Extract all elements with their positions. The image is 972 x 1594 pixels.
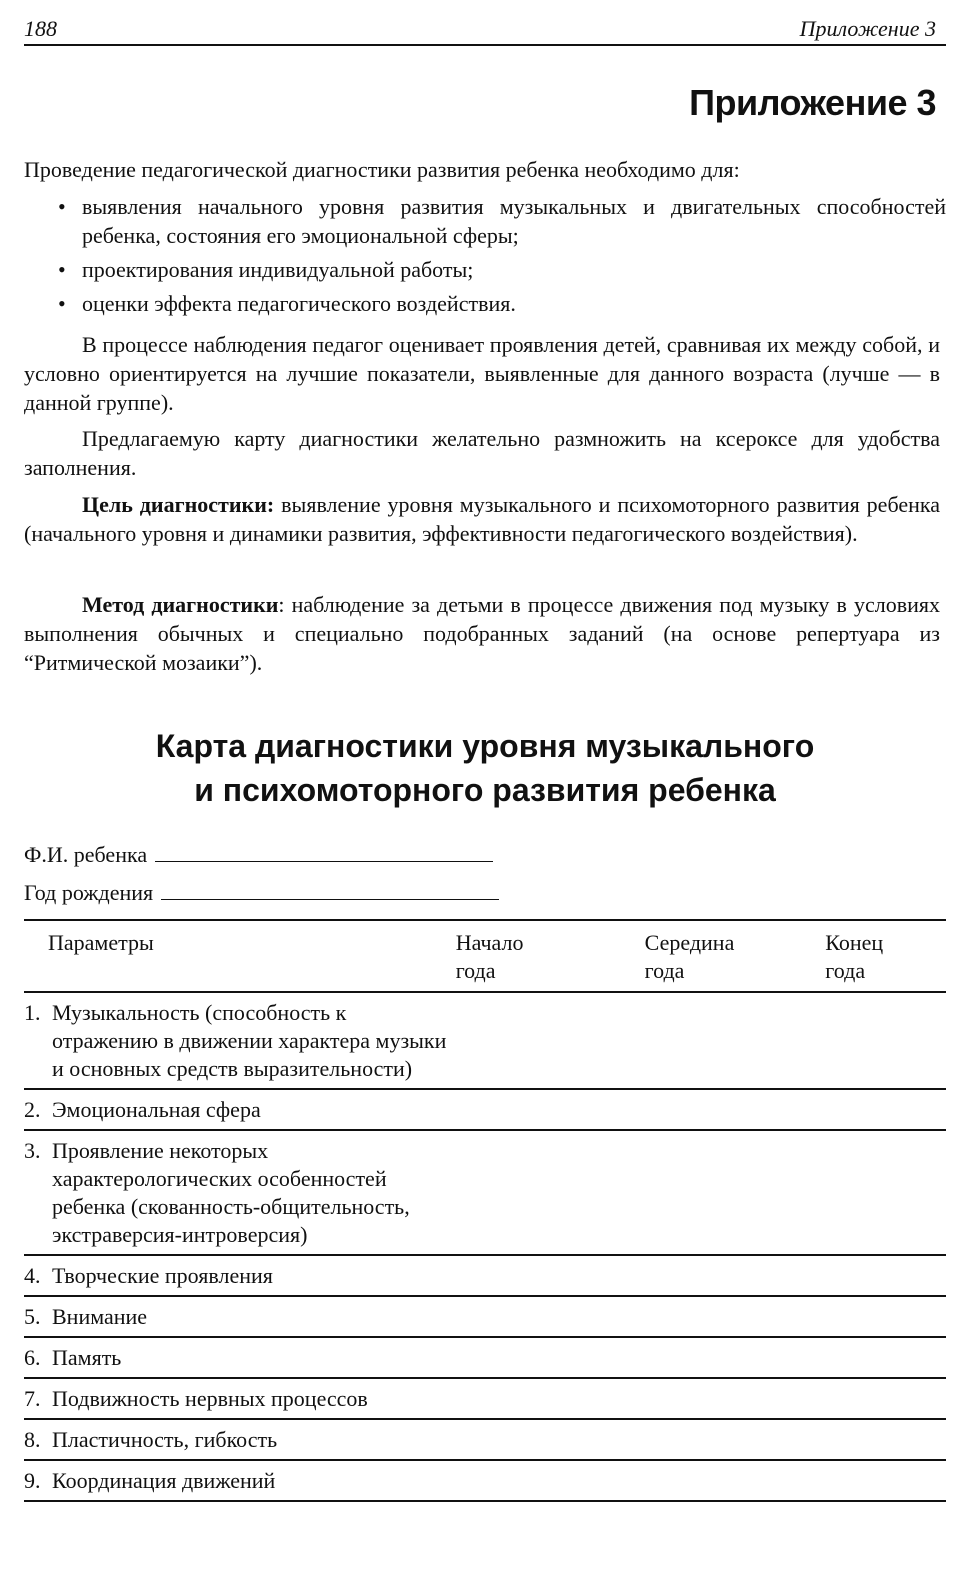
param-cell: [24, 1337, 450, 1378]
table-row: [24, 1419, 946, 1460]
table-row: [24, 1130, 946, 1255]
child-name-blank[interactable]: [155, 843, 493, 862]
header-middle-line2: года: [644, 958, 685, 983]
row-number: 6.: [24, 1345, 41, 1370]
param-cell: [24, 1296, 450, 1337]
param-cell: [24, 1460, 450, 1501]
card-title-line-1: Карта диагностики уровня музыкального: [155, 728, 815, 764]
param-cell: [24, 1378, 450, 1419]
row-number: 2.: [24, 1097, 41, 1122]
goal-paragraph: [24, 490, 940, 548]
start-cell[interactable]: [450, 1419, 639, 1460]
goal-text: выявление уровня музыкального и психомоторного развития ребенка (начального уровня и динамики развития, эффективности педагогического воздействия).: [24, 492, 941, 546]
card-title: [24, 724, 946, 812]
method-label: Метод диагностики: [82, 592, 279, 617]
start-cell[interactable]: [450, 1255, 639, 1296]
row-number: 7.: [24, 1386, 41, 1411]
purpose-item: • проектирования индивидуальной работы;: [58, 255, 946, 284]
purpose-item: • выявления начального уровня развития музыкальных и двигательных способностей ребенка, состояния его эмоциональной сферы;: [58, 192, 946, 250]
appendix-title: Приложение 3: [689, 82, 936, 123]
row-number: 8.: [24, 1427, 41, 1452]
end-cell[interactable]: [819, 1089, 946, 1130]
birth-year-label: Год рождения: [24, 880, 154, 905]
end-cell[interactable]: [819, 1378, 946, 1419]
table-row: [24, 992, 946, 1089]
diagnostics-table: [24, 919, 946, 1502]
running-title: Приложение 3: [799, 16, 936, 41]
table-row: [24, 1089, 946, 1130]
row-text: Подвижность нервных процессов: [52, 1386, 368, 1411]
table-header-row: [24, 920, 946, 992]
end-cell[interactable]: [819, 992, 946, 1089]
header-end-line2: года: [825, 958, 866, 983]
header-middle: [639, 920, 820, 992]
row-text: Пластичность, гибкость: [52, 1427, 278, 1452]
table-row: [24, 1255, 946, 1296]
table-row: [24, 1296, 946, 1337]
middle-cell[interactable]: [639, 1089, 820, 1130]
end-cell[interactable]: [819, 1130, 946, 1255]
row-text: Творческие проявления: [52, 1263, 273, 1288]
header-start-line2: года: [455, 958, 496, 983]
start-cell[interactable]: [450, 992, 639, 1089]
end-cell[interactable]: [819, 1296, 946, 1337]
row-number: 4.: [24, 1263, 41, 1288]
end-cell[interactable]: [819, 1419, 946, 1460]
table-row: [24, 1337, 946, 1378]
child-name-field[interactable]: [24, 842, 493, 868]
row-text: Координация движений: [52, 1468, 276, 1493]
row-number: 1.: [24, 1000, 41, 1025]
param-cell: [24, 1130, 450, 1255]
middle-cell[interactable]: [639, 1337, 820, 1378]
param-cell: [24, 1089, 450, 1130]
header-end-line1: Конец: [825, 930, 884, 955]
running-header: [24, 14, 946, 46]
end-cell[interactable]: [819, 1460, 946, 1501]
middle-cell[interactable]: [639, 1130, 820, 1255]
intro-lead: Проведение педагогической диагностики развития ребенка необходимо для:: [24, 157, 740, 182]
param-cell: [24, 1419, 450, 1460]
middle-cell[interactable]: [639, 1378, 820, 1419]
start-cell[interactable]: [450, 1337, 639, 1378]
row-number: 3.: [24, 1138, 41, 1163]
table-row: [24, 1460, 946, 1501]
card-title-line-2: и психомоторного развития ребенка: [194, 772, 776, 808]
end-cell[interactable]: [819, 1255, 946, 1296]
header-start-line1: Начало: [455, 930, 524, 955]
observation-paragraph: В процессе наблюдения педагог оценивает проявления детей, сравнивая их между собой, и условно ориентируется на лучшие показатели, выявленные для данного возраста (лучше — в данной группе).: [24, 332, 940, 415]
param-cell: [24, 1255, 450, 1296]
start-cell[interactable]: [450, 1460, 639, 1501]
birth-year-field[interactable]: [24, 880, 499, 906]
header-middle-line1: Середина: [644, 930, 735, 955]
middle-cell[interactable]: [639, 1460, 820, 1501]
row-number: 9.: [24, 1468, 41, 1493]
end-cell[interactable]: [819, 1337, 946, 1378]
child-name-label: Ф.И. ребенка: [24, 842, 148, 867]
header-end: [819, 920, 946, 992]
purpose-item: • оценки эффекта педагогического воздействия.: [58, 289, 946, 318]
start-cell[interactable]: [450, 1089, 639, 1130]
method-paragraph: [24, 590, 940, 677]
header-params: Параметры: [24, 920, 450, 992]
purpose-list: [58, 192, 946, 323]
row-text: Эмоциональная сфера: [52, 1097, 261, 1122]
copy-note-paragraph: Предлагаемую карту диагностики желательно размножить на ксероксе для удобства заполнения.: [24, 426, 940, 480]
middle-cell[interactable]: [639, 992, 820, 1089]
row-text: Проявление некоторых характерологических особенностей ребенка (скованность-общительность, экстраверсия-интроверсия): [52, 1138, 410, 1247]
page-number: 188: [24, 16, 57, 41]
header-start: [450, 920, 639, 992]
table-row: [24, 1378, 946, 1419]
method-text: : наблюдение за детьми в процессе движения под музыку в условиях выполнения обычных и специально подобранных заданий (на основе репертуара из “Ритмической мозаики”).: [24, 592, 940, 675]
row-number: 5.: [24, 1304, 41, 1329]
goal-label: Цель диагностики:: [82, 492, 275, 517]
row-text: Внимание: [52, 1304, 148, 1329]
start-cell[interactable]: [450, 1378, 639, 1419]
middle-cell[interactable]: [639, 1296, 820, 1337]
birth-year-blank[interactable]: [161, 881, 499, 900]
start-cell[interactable]: [450, 1296, 639, 1337]
middle-cell[interactable]: [639, 1419, 820, 1460]
start-cell[interactable]: [450, 1130, 639, 1255]
middle-cell[interactable]: [639, 1255, 820, 1296]
param-cell: [24, 992, 450, 1089]
row-text: Память: [52, 1345, 122, 1370]
row-text: Музыкальность (способность к отражению в движении характера музыки и основных средств выразительности): [52, 1000, 447, 1081]
